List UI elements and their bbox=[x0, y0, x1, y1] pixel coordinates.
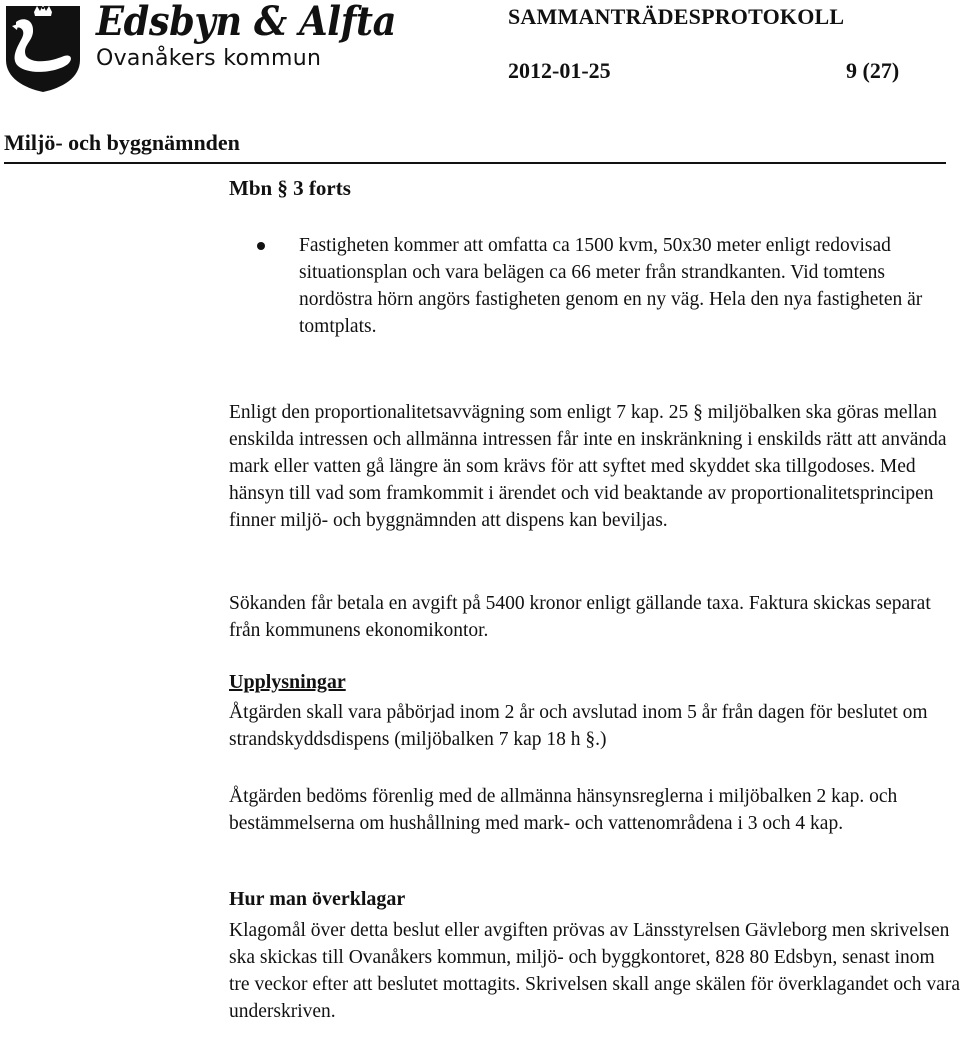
logo-subtitle: Ovanåkers kommun bbox=[96, 46, 322, 71]
upplysningar-heading: Upplysningar bbox=[229, 671, 346, 693]
bullet-icon bbox=[257, 242, 265, 250]
appeal-heading: Hur man överklagar bbox=[229, 888, 406, 910]
upplysningar-paragraph-2: Åtgärden bedöms förenlig med de allmänna hänsynsreglerna i miljöbalken 2 kap. och bestämmelserna om hushållning med mark- och vattenområdena i 3 och 4 kap. bbox=[229, 786, 898, 834]
logo-title: Edsbyn & Alfta bbox=[96, 0, 396, 45]
swan-crest-icon bbox=[4, 2, 82, 92]
section-title: Mbn § 3 forts bbox=[229, 176, 351, 200]
meeting-date: 2012-01-25 bbox=[508, 58, 611, 83]
page-number: 9 (27) bbox=[846, 58, 900, 83]
municipality-logo bbox=[4, 0, 396, 94]
proportionality-paragraph: Enligt den proportionalitetsavvägning som enligt 7 kap. 25 § miljöbalken ska göras mellan enskilda intressen och allmänna intressen får inte en inskränkning i enskilds rätt att använda mark eller vatten gå längre än som krävs för att syftet med skyddet ska tillgodoses. Med hänsyn till vad som framkommit i ärendet och vid beaktande av proportionalitetsprincipen finner miljö- och byggnämnden att dispens kan beviljas. bbox=[229, 402, 947, 531]
fee-paragraph: Sökanden får betala en avgift på 5400 kronor enligt gällande taxa. Faktura skickas separat från kommunens ekonomikontor. bbox=[229, 593, 931, 641]
department-name: Miljö- och byggnämnden bbox=[4, 130, 240, 155]
bullet-text: Fastigheten kommer att omfatta ca 1500 kvm, 50x30 meter enligt redovisad situationsplan och vara belägen ca 66 meter från strandkanten. Vid tomtens nordöstra hörn angörs fastigheten genom en ny väg. Hela den nya fastigheten är tomtplats. bbox=[299, 235, 923, 337]
upplysningar-paragraph-1: Åtgärden skall vara påbörjad inom 2 år och avslutad inom 5 år från dagen för beslutet om strandskyddsdispens (miljöbalken 7 kap 18 h §.) bbox=[229, 702, 928, 750]
header-divider bbox=[4, 162, 946, 164]
document-type: SAMMANTRÄDESPROTOKOLL bbox=[508, 4, 845, 29]
appeal-paragraph: Klagomål över detta beslut eller avgiften prövas av Länsstyrelsen Gävleborg men skrivelsen ska skickas till Ovanåkers kommun, miljö- och byggkontoret, 828 80 Edsbyn, senast inom tre veckor efter att beslutet mottagits. Skrivelsen skall ange skälen för överklagandet och vara underskriven. bbox=[229, 920, 960, 1022]
